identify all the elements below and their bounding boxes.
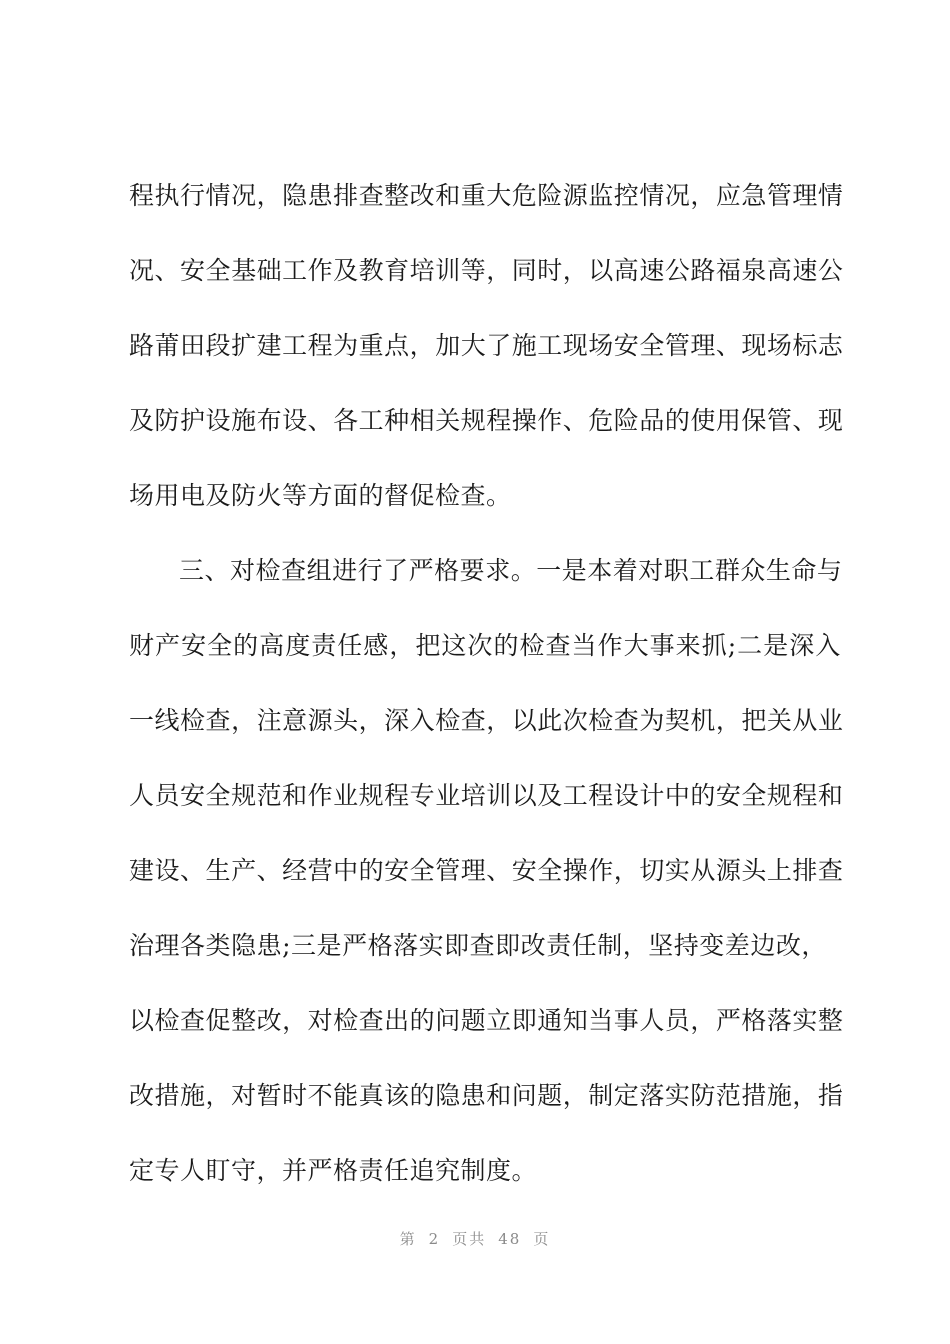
p2-line-5: 建 设 、 生 产 、 经 营 中 的 安 全 管 理 、 安 全 操 作 ， 切 实 从 源 头 上 排 查 [129, 856, 844, 885]
p2-line-6: 治 理 各 类 隐 患 ; 三 是 严 格 落 实 即 查 即 改 责 任 制 ， 坚 持 变 差 边 改 ， [129, 931, 827, 960]
p1-line-4: 及 防 护 设 施 布 设 、 各 工 种 相 关 规 程 操 作 、 危 险 品 的 使 用 保 管 、 现 [129, 406, 844, 435]
p1-line-1: 程 执 行 情 况 ， 隐 患 排 查 整 改 和 重 大 危 险 源 监 控 情 况 ， 应 急 管 理 情 [129, 181, 844, 210]
p2-line-8: 改 措 施 ， 对 暂 时 不 能 真 该 的 隐 患 和 问 题 ， 制 定 落 实 防 范 措 施 ， 指 [129, 1081, 844, 1110]
p2-line-2: 财 产 安 全 的 高 度 责 任 感 ， 把 这 次 的 检 查 当 作 大 事 来 抓 ; 二 是 深 入 [129, 631, 841, 660]
footer-page-number: 2 [428, 1230, 441, 1248]
footer-middle: 页共 [452, 1230, 487, 1248]
p1-line-5: 场用电及防火等方面的督促检查。 [129, 481, 512, 510]
p1-line-2: 况 、 安 全 基 础 工 作 及 教 育 培 训 等 ， 同 时 ， 以 高 速 公 路 福 泉 高 速 公 [129, 256, 844, 285]
footer-prefix: 第 [399, 1230, 417, 1248]
p1-line-3: 路 莆 田 段 扩 建 工 程 为 重 点 ， 加 大 了 施 工 现 场 安 全 管 理 、 现 场 标 志 [129, 331, 844, 360]
p2-line-1: 三 、 对 检 查 组 进 行 了 严 格 要 求 。 一 是 本 着 对 职 工 群 众 生 命 与 [179, 556, 843, 585]
page-footer [0, 1228, 950, 1249]
footer-suffix: 页 [533, 1230, 551, 1248]
p2-line-4: 人 员 安 全 规 范 和 作 业 规 程 专 业 培 训 以 及 工 程 设 计 中 的 安 全 规 程 和 [129, 781, 844, 810]
p2-line-7: 以 检 查 促 整 改 ， 对 检 查 出 的 问 题 立 即 通 知 当 事 人 员 ， 严 格 落 实 整 [129, 1006, 844, 1035]
footer-total-pages: 48 [498, 1230, 522, 1248]
p2-line-9: 定专人盯守，并严格责任追究制度。 [129, 1156, 538, 1185]
p2-line-3: 一 线 检 查 ， 注 意 源 头 ， 深 入 检 查 ， 以 此 次 检 查 为 契 机 ， 把 关 从 业 [129, 706, 844, 735]
